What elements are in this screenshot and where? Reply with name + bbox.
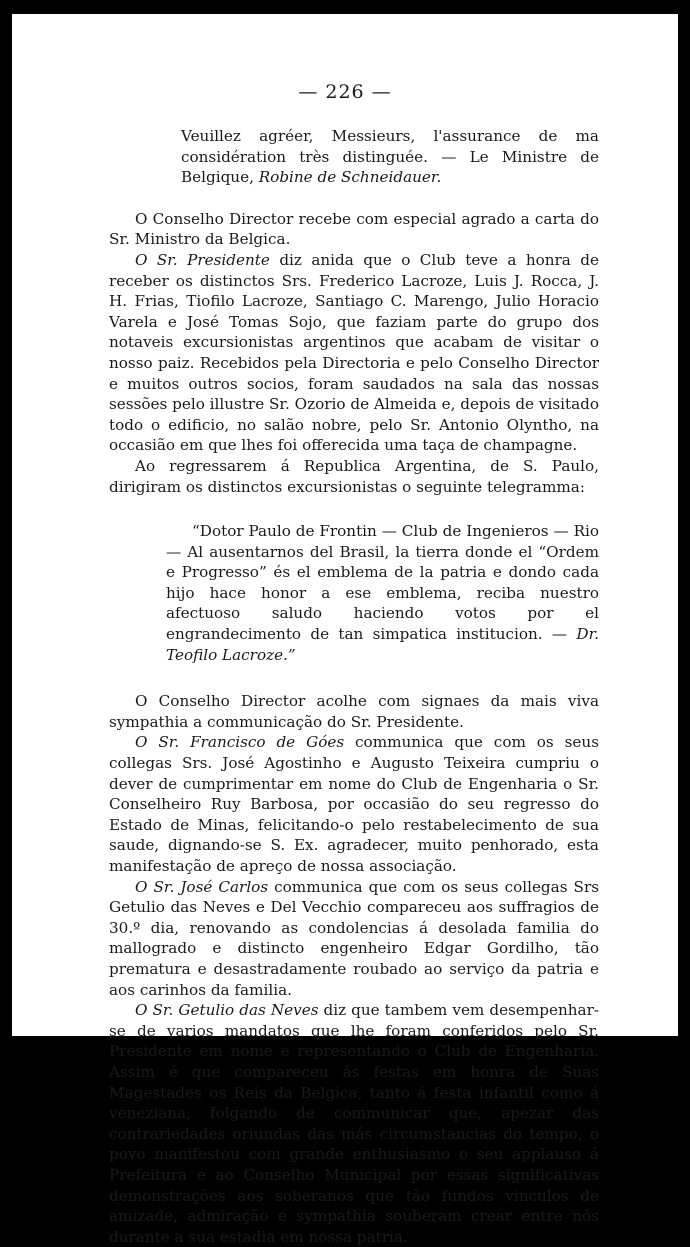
spacer: [109, 188, 599, 209]
telegram-text: “Dotor Paulo de Frontin — Club de Ingenieros — Rio — Al ausentarnos del Brasil, la tierra donde el “Ordem e Progresso” és el emblema de la patria e dondo cada hijo hace honor a ese emblema, reciba nuestro afectuoso saludo haciendo votos por el engrandecimento de tan simpatica institucion. —: [166, 522, 599, 644]
paragraph-7: [109, 1000, 599, 1247]
letter-signature: Robine de Schneidauer.: [258, 168, 442, 187]
paragraph-5: [109, 732, 599, 876]
paragraph-6: [109, 877, 599, 1001]
letter-closing: [109, 126, 599, 188]
paragraph-1: O Conselho Director recebe com especial agrado a carta do Sr. Ministro da Belgica.: [109, 209, 599, 249]
paragraph-4: O Conselho Director acolhe com signaes da mais viva sympathia a communicação do Sr. Presidente.: [109, 692, 599, 731]
document-page: [12, 14, 678, 1246]
speaker-name: O Sr. Presidente: [135, 250, 270, 269]
page-body: [109, 126, 599, 1247]
paragraph-text: communica que com os seus collegas Srs Getulio das Neves e Del Vecchio compareceu aos suffragios de 30.º dia, renovando as condolencias á desolada familia do mallogrado e distincto engenheiro Edgar Gordilho, tão prematura e desastradamente roubado ao serviço da patria e aos carinhos da familia.: [109, 877, 599, 999]
page-number: — 226 —: [298, 81, 392, 103]
spacer: [109, 665, 599, 691]
telegram-signature: Dr. Teofilo Lacroze.”: [166, 625, 599, 664]
paragraph-text: communica que com os seus collegas Srs. José Agostinho e Augusto Teixeira cumpriu o dever de cumprimentar em nome do Club de Engenharia o Sr. Conselheiro Ruy Barbosa, por occasião do seu regresso do Estado de Minas, felicitando-o pelo restabelecimento de sua saude, dignando-se S. Ex. agradecer, muito penhorado, esta manifestação de apreço de nossa associação.: [109, 733, 599, 875]
paragraph-2: [109, 250, 599, 456]
speaker-name: O Sr. José Carlos: [135, 877, 269, 896]
letter-closing-text: Veuillez agréer, Messieurs, l'assurance de ma considération très distinguée. — Le Ministre de Belgique,: [181, 127, 599, 187]
speaker-name: O Sr. Getulio das Neves: [135, 1001, 319, 1020]
paragraph-3: Ao regressarem á Republica Argentina, de S. Paulo, dirigiram os distinctos excursionistas o seguinte telegramma:: [109, 456, 599, 496]
speaker-name: O Sr. Francisco de Góes: [135, 733, 345, 752]
paragraph-text: diz anida que o Club teve a honra de receber os distinctos Srs. Frederico Lacroze, Luis J. Rocca, J. H. Frias, Tiofilo Lacroze, Santiago C. Marengo, Julio Horacio Varela e José Tomas Sojo, que faziam parte do grupo dos notaveis excursionistas argentinos que acabam de visitar o nosso paiz. Recebidos pela Directoria e pelo Conselho Director e muitos outros socios, foram saudados na sala das nossas sessões pelo illustre Sr. Ozorio de Almeida e, depois de visitado todo o edificio, no salão nobre, pelo Sr. Antonio Olyntho, na occasião em que lhes foi offerecida uma taça de champagne.: [109, 250, 599, 455]
paragraph-text: diz que tambem vem desempenhar-se de varios mandatos que lhe foram conferidos pelo Sr. Presidente em nome e representando o Club de Engenharia. Assim é que compareceu ás festas em honra de Suas Magestades os Reis da Belgica, tanto á festa infantil como á veneziana, folgando de communicar que, apezar das contrariedades oriundas das más circumstancias do tempo, o povo manifestou com grande enthusiasmo o seu applauso á Prefeitura e ao Conselho Municipal por essas significativas demonstrações aos soberanos que tão fundos vinculos de amizade, admiração e sympathia souberam crear entre nós durante a sua estadia em nossa patria.: [109, 1001, 599, 1246]
telegram-quote: [166, 521, 599, 665]
